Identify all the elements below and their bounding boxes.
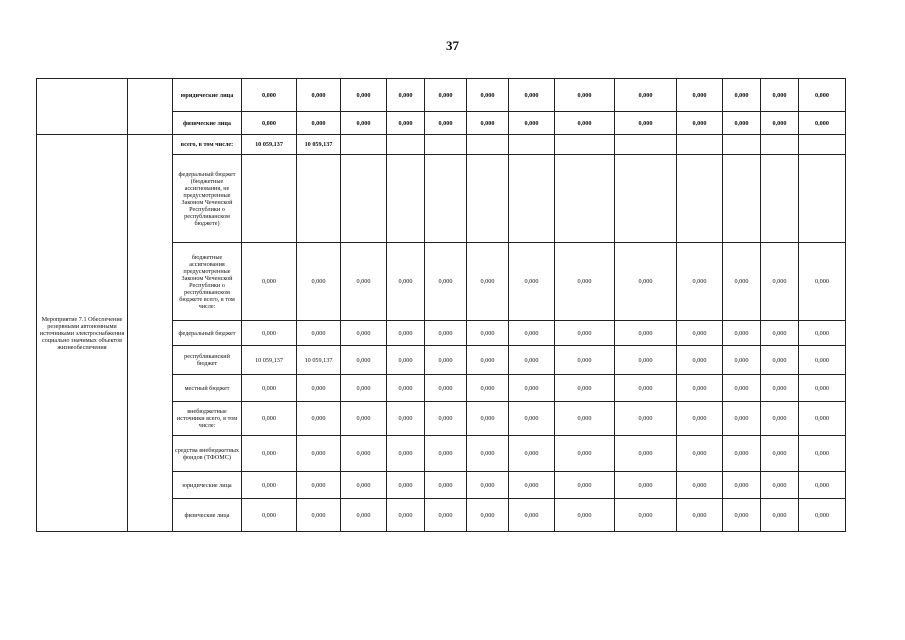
value-cell bbox=[723, 155, 761, 243]
value-cell bbox=[761, 155, 799, 243]
value-cell: 0,000 bbox=[467, 346, 509, 375]
value-cell bbox=[677, 135, 723, 155]
value-cell: 0,000 bbox=[761, 436, 799, 472]
value-cell: 0,000 bbox=[467, 321, 509, 346]
value-cell: 0,000 bbox=[242, 499, 297, 532]
row-label: юридические лица bbox=[173, 79, 242, 112]
value-cell: 0,000 bbox=[242, 243, 297, 321]
value-cell: 0,000 bbox=[467, 472, 509, 499]
value-cell bbox=[799, 135, 846, 155]
row-label: юридические лица bbox=[173, 472, 242, 499]
value-cell: 0,000 bbox=[799, 112, 846, 135]
value-cell: 0,000 bbox=[677, 402, 723, 436]
value-cell: 0,000 bbox=[387, 112, 425, 135]
value-cell bbox=[677, 155, 723, 243]
value-cell: 0,000 bbox=[615, 375, 677, 402]
value-cell bbox=[723, 135, 761, 155]
value-cell: 0,000 bbox=[799, 402, 846, 436]
value-cell: 0,000 bbox=[425, 79, 467, 112]
value-cell: 0,000 bbox=[425, 112, 467, 135]
value-cell: 0,000 bbox=[761, 499, 799, 532]
value-cell: 0,000 bbox=[242, 79, 297, 112]
value-cell bbox=[555, 135, 615, 155]
value-cell bbox=[425, 155, 467, 243]
value-cell: 0,000 bbox=[761, 321, 799, 346]
value-cell: 0,000 bbox=[387, 436, 425, 472]
value-cell: 0,000 bbox=[242, 436, 297, 472]
value-cell: 0,000 bbox=[555, 321, 615, 346]
value-cell: 0,000 bbox=[467, 499, 509, 532]
value-cell: 0,000 bbox=[677, 499, 723, 532]
row-label: республиканский бюджет bbox=[173, 346, 242, 375]
value-cell bbox=[341, 135, 387, 155]
value-cell bbox=[297, 155, 341, 243]
value-cell: 10 059,137 bbox=[242, 135, 297, 155]
value-cell: 0,000 bbox=[509, 499, 555, 532]
value-cell: 0,000 bbox=[761, 243, 799, 321]
value-cell: 0,000 bbox=[555, 499, 615, 532]
value-cell: 0,000 bbox=[509, 321, 555, 346]
value-cell: 0,000 bbox=[467, 112, 509, 135]
value-cell: 0,000 bbox=[242, 321, 297, 346]
value-cell: 0,000 bbox=[677, 321, 723, 346]
value-cell: 0,000 bbox=[387, 499, 425, 532]
value-cell: 0,000 bbox=[615, 402, 677, 436]
value-cell: 0,000 bbox=[387, 472, 425, 499]
value-cell bbox=[761, 135, 799, 155]
value-cell: 0,000 bbox=[723, 472, 761, 499]
value-cell: 0,000 bbox=[677, 472, 723, 499]
value-cell: 0,000 bbox=[341, 402, 387, 436]
value-cell: 0,000 bbox=[509, 436, 555, 472]
row-label: физические лица bbox=[173, 112, 242, 135]
value-cell: 0,000 bbox=[799, 499, 846, 532]
value-cell bbox=[467, 135, 509, 155]
value-cell: 0,000 bbox=[677, 375, 723, 402]
value-cell: 0,000 bbox=[297, 472, 341, 499]
value-cell: 0,000 bbox=[297, 79, 341, 112]
value-cell: 0,000 bbox=[615, 112, 677, 135]
value-cell: 0,000 bbox=[341, 346, 387, 375]
value-cell: 0,000 bbox=[341, 499, 387, 532]
value-cell: 0,000 bbox=[799, 243, 846, 321]
value-cell: 0,000 bbox=[615, 321, 677, 346]
budget-table bbox=[36, 78, 846, 532]
value-cell: 0,000 bbox=[297, 112, 341, 135]
table-row bbox=[37, 79, 846, 112]
value-cell: 0,000 bbox=[297, 321, 341, 346]
value-cell: 10 059,137 bbox=[242, 346, 297, 375]
row-label: физические лица bbox=[173, 499, 242, 532]
value-cell: 0,000 bbox=[341, 79, 387, 112]
value-cell: 0,000 bbox=[425, 499, 467, 532]
row-label: местный бюджет bbox=[173, 375, 242, 402]
value-cell: 0,000 bbox=[761, 402, 799, 436]
value-cell: 0,000 bbox=[242, 402, 297, 436]
value-cell: 0,000 bbox=[341, 472, 387, 499]
value-cell: 0,000 bbox=[387, 375, 425, 402]
value-cell: 0,000 bbox=[761, 346, 799, 375]
value-cell: 0,000 bbox=[723, 112, 761, 135]
page-number: 37 bbox=[446, 38, 459, 53]
value-cell: 0,000 bbox=[555, 375, 615, 402]
row-label: внебюджетные источники всего, в том числе: bbox=[173, 402, 242, 436]
value-cell: 0,000 bbox=[761, 79, 799, 112]
value-cell: 0,000 bbox=[425, 472, 467, 499]
value-cell: 0,000 bbox=[387, 243, 425, 321]
row-label: средства внебюджетных фондов (ТФОМС) bbox=[173, 436, 242, 472]
value-cell: 0,000 bbox=[341, 436, 387, 472]
value-cell bbox=[615, 135, 677, 155]
value-cell: 0,000 bbox=[677, 346, 723, 375]
value-cell: 0,000 bbox=[723, 436, 761, 472]
value-cell: 0,000 bbox=[723, 402, 761, 436]
value-cell: 10 059,137 bbox=[297, 135, 341, 155]
value-cell: 0,000 bbox=[615, 436, 677, 472]
value-cell: 0,000 bbox=[799, 375, 846, 402]
value-cell: 0,000 bbox=[761, 375, 799, 402]
value-cell: 0,000 bbox=[467, 402, 509, 436]
value-cell bbox=[467, 155, 509, 243]
value-cell: 0,000 bbox=[799, 321, 846, 346]
prev-measure-cell bbox=[37, 79, 128, 135]
table-row bbox=[37, 135, 846, 155]
prev-executor-cell bbox=[128, 79, 173, 135]
value-cell: 0,000 bbox=[799, 472, 846, 499]
value-cell: 0,000 bbox=[387, 79, 425, 112]
value-cell: 0,000 bbox=[341, 321, 387, 346]
value-cell: 0,000 bbox=[723, 375, 761, 402]
value-cell: 0,000 bbox=[297, 375, 341, 402]
value-cell: 0,000 bbox=[677, 112, 723, 135]
value-cell: 0,000 bbox=[297, 436, 341, 472]
value-cell: 0,000 bbox=[387, 321, 425, 346]
value-cell: 0,000 bbox=[297, 243, 341, 321]
value-cell: 0,000 bbox=[425, 346, 467, 375]
row-label: федеральный бюджет (бюджетные ассигнования, не предусмотренные Законом Чеченской Республики о республиканском бюджете) bbox=[173, 155, 242, 243]
value-cell: 0,000 bbox=[615, 79, 677, 112]
value-cell: 0,000 bbox=[799, 79, 846, 112]
value-cell: 0,000 bbox=[723, 243, 761, 321]
value-cell: 0,000 bbox=[425, 375, 467, 402]
value-cell: 0,000 bbox=[387, 402, 425, 436]
value-cell: 0,000 bbox=[425, 436, 467, 472]
value-cell bbox=[615, 155, 677, 243]
value-cell: 0,000 bbox=[467, 375, 509, 402]
value-cell: 0,000 bbox=[799, 346, 846, 375]
value-cell: 0,000 bbox=[615, 499, 677, 532]
value-cell: 0,000 bbox=[509, 346, 555, 375]
value-cell: 0,000 bbox=[425, 321, 467, 346]
value-cell: 0,000 bbox=[242, 472, 297, 499]
value-cell: 0,000 bbox=[425, 243, 467, 321]
row-label: федеральный бюджет bbox=[173, 321, 242, 346]
value-cell: 0,000 bbox=[723, 79, 761, 112]
row-label: всего, в том числе: bbox=[173, 135, 242, 155]
value-cell bbox=[242, 155, 297, 243]
value-cell: 0,000 bbox=[615, 243, 677, 321]
measure-executor-cell bbox=[128, 135, 173, 532]
value-cell: 0,000 bbox=[761, 472, 799, 499]
value-cell: 0,000 bbox=[297, 402, 341, 436]
value-cell: 0,000 bbox=[297, 499, 341, 532]
value-cell: 0,000 bbox=[723, 321, 761, 346]
value-cell: 0,000 bbox=[509, 112, 555, 135]
value-cell: 0,000 bbox=[509, 243, 555, 321]
value-cell bbox=[341, 155, 387, 243]
value-cell bbox=[799, 155, 846, 243]
value-cell: 0,000 bbox=[677, 436, 723, 472]
value-cell: 0,000 bbox=[467, 243, 509, 321]
value-cell: 0,000 bbox=[615, 472, 677, 499]
value-cell: 0,000 bbox=[555, 436, 615, 472]
value-cell: 0,000 bbox=[555, 472, 615, 499]
value-cell: 0,000 bbox=[341, 112, 387, 135]
value-cell: 0,000 bbox=[509, 472, 555, 499]
value-cell: 0,000 bbox=[509, 402, 555, 436]
value-cell bbox=[509, 155, 555, 243]
value-cell: 0,000 bbox=[555, 402, 615, 436]
measure-title: Мероприятие 7.1 Обеспечение резервными автономными источниками электроснабжения социально значимых объектов жизнеобеспечения bbox=[37, 135, 128, 532]
value-cell: 0,000 bbox=[341, 243, 387, 321]
value-cell: 0,000 bbox=[677, 79, 723, 112]
value-cell bbox=[387, 155, 425, 243]
value-cell: 0,000 bbox=[509, 375, 555, 402]
value-cell: 0,000 bbox=[555, 79, 615, 112]
row-label: бюджетные ассигнования предусмотренные Законом Чеченской Республики о республиканском бюджете всего, в том числе: bbox=[173, 243, 242, 321]
value-cell bbox=[387, 135, 425, 155]
value-cell: 0,000 bbox=[425, 402, 467, 436]
value-cell: 0,000 bbox=[341, 375, 387, 402]
value-cell: 0,000 bbox=[555, 346, 615, 375]
value-cell: 0,000 bbox=[387, 346, 425, 375]
value-cell: 0,000 bbox=[467, 79, 509, 112]
value-cell: 0,000 bbox=[509, 79, 555, 112]
value-cell: 0,000 bbox=[723, 346, 761, 375]
value-cell: 0,000 bbox=[615, 346, 677, 375]
value-cell: 10 059,137 bbox=[297, 346, 341, 375]
value-cell bbox=[425, 135, 467, 155]
value-cell: 0,000 bbox=[677, 243, 723, 321]
value-cell: 0,000 bbox=[555, 243, 615, 321]
value-cell: 0,000 bbox=[242, 375, 297, 402]
value-cell: 0,000 bbox=[555, 112, 615, 135]
value-cell bbox=[509, 135, 555, 155]
value-cell: 0,000 bbox=[723, 499, 761, 532]
value-cell: 0,000 bbox=[467, 436, 509, 472]
value-cell: 0,000 bbox=[761, 112, 799, 135]
value-cell: 0,000 bbox=[242, 112, 297, 135]
value-cell: 0,000 bbox=[799, 436, 846, 472]
value-cell bbox=[555, 155, 615, 243]
